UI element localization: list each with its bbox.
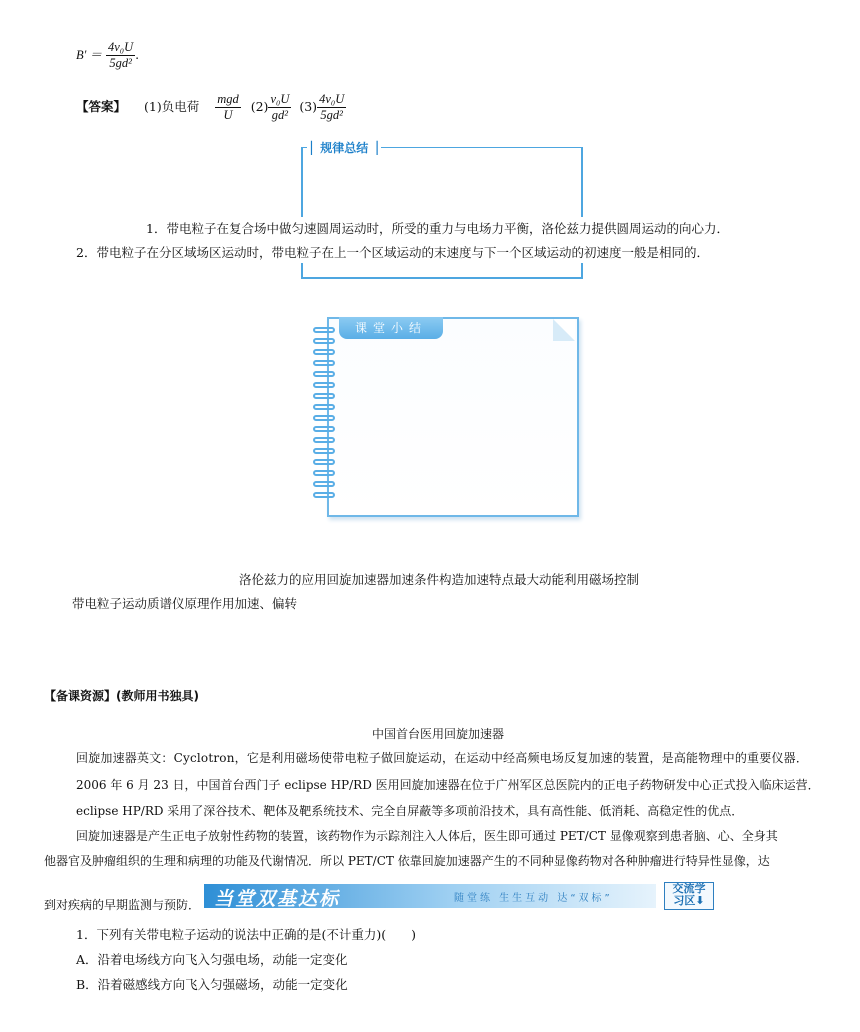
- answer-fraction-1-num: mgd: [217, 92, 239, 106]
- exchange-area-line2: 习区⬇: [673, 894, 705, 907]
- resource-heading: 【备课资源】(教师用书独具): [44, 689, 199, 703]
- formula-fraction: [106, 40, 135, 71]
- rule-item-2: 2．带电粒子在分区域场区运动时，带电粒子在上一个区域运动的末速度与下一个区域运动的初速度一般是相同的．: [76, 245, 709, 260]
- exchange-area-button[interactable]: [664, 882, 714, 910]
- exchange-area-line1: 交流学: [672, 882, 706, 895]
- answer-fraction-2-num: v₀U: [270, 92, 290, 106]
- answer-fraction-2: [268, 92, 291, 123]
- class-summary-tab: 课堂小结: [339, 317, 443, 339]
- resource-paragraph-4c: 到对疾病的早期监测与预防．: [44, 898, 201, 912]
- answer-part3: (3): [299, 99, 318, 114]
- formula-lhs: B′ ＝: [76, 48, 102, 62]
- answer-fraction-1-den: U: [223, 108, 233, 122]
- resource-paragraph-3: eclipse HP/RD 采用了深谷技术、靶体及靶系统技术、完全自屏蔽等多项前沿技术，具有高性能、低消耗、高稳定性的优点．: [76, 804, 744, 818]
- formula-b-prime: [76, 40, 139, 71]
- class-summary-notebook: [313, 317, 577, 515]
- formula-numerator: 4v₀U: [107, 40, 134, 54]
- banner-title: 当堂双基达标: [214, 888, 341, 910]
- answer-fraction-2-den: gd²: [271, 108, 289, 122]
- summary-line-1: 洛伦兹力的应用回旋加速器加速条件构造加速特点最大动能利用磁场控制: [239, 572, 640, 587]
- answer-label: 【答案】: [76, 99, 127, 114]
- resource-paragraph-2: 2006 年 6 月 23 日，中国首台西门子 eclipse HP/RD 医用回旋加速器在位于广州军区总医院内的正电子药物研发中心正式投入临床运营．: [76, 778, 820, 792]
- question-1: 1．下列有关带电粒子运动的说法中正确的是(不计重力)( ): [76, 927, 416, 942]
- resource-paragraph-4a: 回旋加速器是产生正电子放射性药物的装置，该药物作为示踪剂注入人体后，医生即可通过 PET/CT 显像观察到患者脑、心、全身其: [76, 829, 778, 843]
- answer-fraction-1: [215, 92, 241, 123]
- resource-title: 中国首台医用回旋加速器: [372, 727, 505, 741]
- summary-line-2: 带电粒子运动质谱仪原理作用加速、偏转: [72, 596, 298, 611]
- notebook-sheet: [327, 317, 579, 517]
- formula-denominator: 5gd²: [109, 56, 132, 70]
- answer-fraction-3: [317, 92, 346, 123]
- banner-slogan: 随堂练 生生互动 达“双标”: [454, 893, 613, 904]
- practice-banner: [204, 882, 712, 910]
- formula-end: .: [135, 47, 140, 62]
- spiral-binding-icon: [313, 327, 339, 507]
- answer-part1: (1)负电荷: [144, 99, 200, 114]
- page-curl-icon: [553, 319, 575, 341]
- resource-paragraph-4b: 他器官及肿瘤组织的生理和病理的功能及代谢情况．所以 PET/CT 依靠回旋加速器产生的不同种显像药物对各种肿瘤进行特异性显像，达: [44, 854, 770, 868]
- option-a: A．沿着电场线方向飞入匀强电场，动能一定变化: [76, 952, 348, 967]
- option-b: B．沿着磁感线方向飞入匀强磁场，动能一定变化: [76, 977, 348, 992]
- rule-summary-title: ▏规律总结▕: [307, 139, 381, 156]
- resource-paragraph-1: 回旋加速器英文：Cyclotron，它是利用磁场使带电粒子做回旋运动，在运动中经高频电场反复加速的装置，是高能物理中的重要仪器．: [76, 751, 809, 765]
- answer-part2: (2): [250, 99, 269, 114]
- answer-fraction-3-num: 4v₀U: [319, 92, 345, 106]
- answer-fraction-3-den: 5gd²: [320, 108, 343, 122]
- answer-line: [76, 92, 346, 123]
- rule-item-1: 1．带电粒子在复合场中做匀速圆周运动时，所受的重力与电场力平衡，洛伦兹力提供圆周运动的向心力．: [146, 221, 729, 236]
